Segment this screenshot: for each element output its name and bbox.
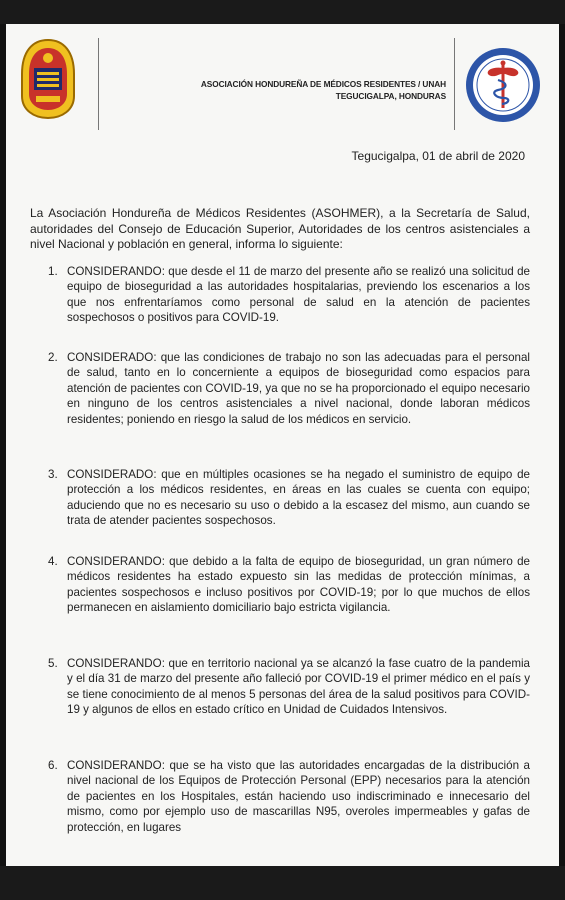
screenshot-bottom-bar <box>0 866 565 900</box>
medical-caduceus-seal-icon <box>464 46 542 124</box>
item-text: CONSIDERANDO: que se ha visto que las autoridades encargadas de la distribución a nivel nacional de los Equipos de Protección Personal (EPP) necesarios para la atención de pacientes en los Hospitales, están haciendo uso indiscriminado e innecesario del mismo, como por ejemplo uso de mascarillas N95, overoles impermeables y gafas de protección, en lugares <box>67 759 530 834</box>
item-text: CONSIDERADO: que en múltiples ocasiones se ha negado el suministro de equipo de protección a los médicos residentes, en áreas en las cuales se cuenta con equipo; aduciendo que no es necesario su uso o debido a la escasez del mismo, aun cuando se trata de atender pacientes sospechosos. <box>67 468 530 528</box>
university-seal-icon <box>20 38 76 120</box>
org-line-2: TEGUCIGALPA, HONDURAS <box>335 91 446 101</box>
document-page <box>6 24 559 866</box>
item-number: 6. <box>48 759 58 772</box>
screenshot-top-bar <box>0 0 565 24</box>
item-number: 2. <box>48 351 58 364</box>
org-line-1: ASOCIACIÓN HONDUREÑA DE MÉDICOS RESIDENTES / UNAH <box>200 79 446 89</box>
item-number: 1. <box>48 265 58 278</box>
item-text: CONSIDERANDO: que debido a la falta de equipo de bioseguridad, un gran número de médicos residentes ha estado expuesto sin las medidas de protección mínimas, a pacientes sospechosos e incluso positivos por COVID-19; por lo que muchos de ellos permanecen en aislamiento domiciliario bajo estricta vigilancia. <box>67 555 530 615</box>
header-divider-right <box>454 38 455 130</box>
item-text: CONSIDERANDO: que desde el 11 de marzo del presente año se realizó una solicitud de equipo de bioseguridad a las autoridades hospitalarias, previendo los escenarios a los que nos enfrentaríamos como personal de salud en la atención de pacientes sospechosos o positivos para COVID-19. <box>67 265 530 325</box>
list-item <box>30 554 530 616</box>
letterhead <box>6 32 559 130</box>
item-number: 3. <box>48 468 58 481</box>
list-item <box>30 264 530 326</box>
list-item <box>30 467 530 529</box>
header-divider-left <box>98 38 99 130</box>
intro-paragraph: La Asociación Hondureña de Médicos Residentes (ASOHMER), a la Secretaría de Salud, autoridades del Consejo de Educación Superior, Autoridades de los centros asistenciales a nivel Nacional y población en general, informa lo siguiente: <box>30 206 530 251</box>
item-number: 4. <box>48 555 58 568</box>
organization-name <box>146 78 446 102</box>
list-item <box>30 350 530 427</box>
item-text: CONSIDERANDO: que en territorio nacional ya se alcanzó la fase cuatro de la pandemia y el día 31 de marzo del presente año falleció por COVID-19 el primer médico en el país y se tiene conocimiento de al menos 5 personas del área de la salud positivos para COVID-19 y algunos de ellos en estado crítico en Unidad de Cuidados Intensivos. <box>67 657 530 717</box>
item-number: 5. <box>48 657 58 670</box>
list-item <box>30 656 530 718</box>
list-item <box>30 758 530 835</box>
document-date: Tegucigalpa, 01 de abril de 2020 <box>351 149 525 163</box>
item-text: CONSIDERADO: que las condiciones de trabajo no son las adecuadas para el personal de salud, tanto en lo concerniente a equipos de bioseguridad como espacios para atención de pacientes con COVID-19, ya que no se ha proporcionado el equipo necesario en ninguno de los centros asistenciales a nivel nacional, donde laboran médicos residentes; poniendo en riesgo la salud de los médicos en servicio. <box>67 351 530 426</box>
